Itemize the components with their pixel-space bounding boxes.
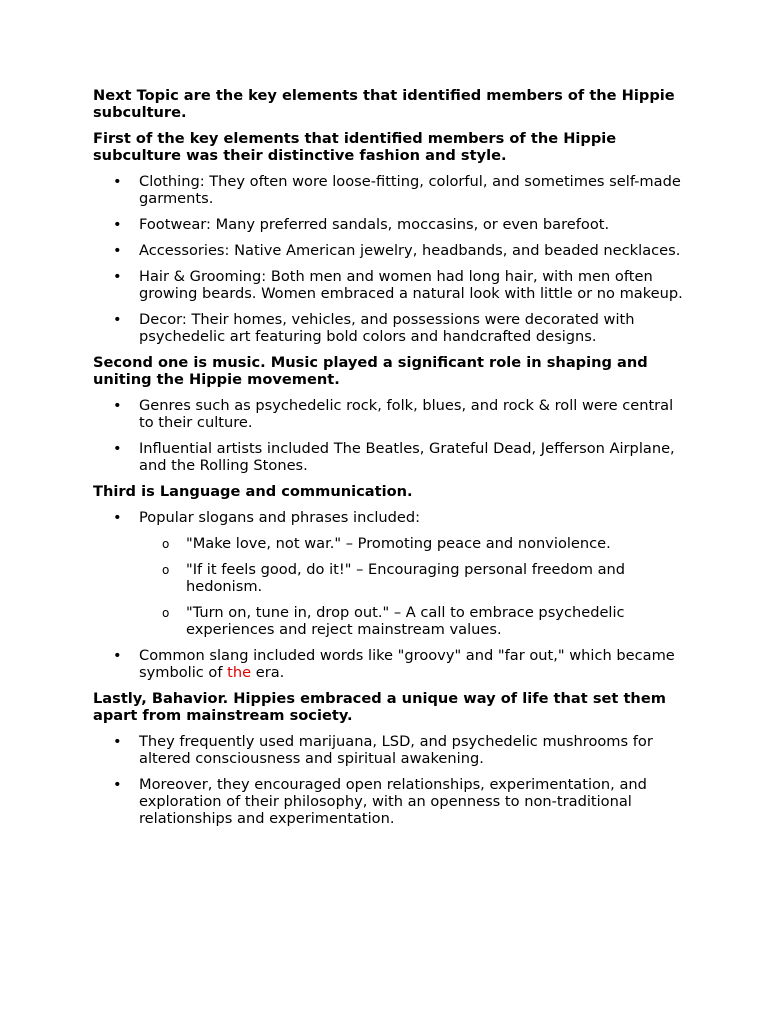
list-item xyxy=(93,733,683,767)
list-item xyxy=(93,509,683,638)
section-heading-behavior: Lastly, Bahavior. Hippies embraced a unique way of life that set them apart from mainstream society. xyxy=(93,690,666,724)
behavior-list xyxy=(93,733,683,827)
slogans-sublist xyxy=(139,535,683,638)
list-item-text xyxy=(139,647,675,681)
bullet-icon: • xyxy=(113,647,122,664)
list-item-text: Genres such as psychedelic rock, folk, blues, and rock & roll were central to their culture. xyxy=(139,397,674,431)
list-item xyxy=(93,397,683,431)
bullet-icon: • xyxy=(113,268,122,285)
bullet-icon: • xyxy=(113,173,122,190)
section-heading-music: Second one is music. Music played a significant role in shaping and uniting the Hippie movement. xyxy=(93,354,648,388)
sublist-item-text: "If it feels good, do it!" – Encouraging personal freedom and hedonism. xyxy=(186,561,626,595)
list-item xyxy=(93,311,683,345)
highlighted-word: the xyxy=(227,664,252,681)
list-item-text: Accessories: Native American jewelry, headbands, and beaded necklaces. xyxy=(139,242,681,259)
list-item-text: Clothing: They often wore loose-fitting, colorful, and sometimes self-made garments. xyxy=(139,173,681,207)
list-item xyxy=(93,776,683,827)
sublist-item-text: "Turn on, tune in, drop out." – A call to embrace psychedelic experiences and reject mainstream values. xyxy=(186,604,625,638)
fashion-list xyxy=(93,173,683,345)
intro-heading: Next Topic are the key elements that identified members of the Hippie subculture. xyxy=(93,87,675,121)
list-item xyxy=(93,173,683,207)
bullet-icon: • xyxy=(113,733,122,750)
section-heading-language: Third is Language and communication. xyxy=(93,483,413,500)
list-item-text: Hair & Grooming: Both men and women had long hair, with men often growing beards. Women embraced a natural look with little or no makeup. xyxy=(139,268,683,302)
sublist-item xyxy=(93,535,683,552)
list-item xyxy=(93,647,683,681)
slang-text-after: era. xyxy=(251,664,285,681)
list-item-text: They frequently used marijuana, LSD, and psychedelic mushrooms for altered consciousness and spiritual awakening. xyxy=(139,733,653,767)
list-item-text: Popular slogans and phrases included: xyxy=(139,509,421,526)
sublist-item xyxy=(93,604,683,638)
music-list xyxy=(93,397,683,474)
list-item-text: Moreover, they encouraged open relationships, experimentation, and exploration of their philosophy, with an openness to non-traditional relationships and experimentation. xyxy=(139,776,647,827)
list-item xyxy=(93,216,683,233)
list-item-text: Influential artists included The Beatles, Grateful Dead, Jefferson Airplane, and the Rolling Stones. xyxy=(139,440,675,474)
list-item xyxy=(93,440,683,474)
circle-bullet-icon: o xyxy=(162,606,170,620)
list-item xyxy=(93,242,683,259)
bullet-icon: • xyxy=(113,397,122,414)
language-list xyxy=(93,509,683,681)
list-item-text: Decor: Their homes, vehicles, and possessions were decorated with psychedelic art featuring bold colors and handcrafted designs. xyxy=(139,311,635,345)
bullet-icon: • xyxy=(113,216,122,233)
bullet-icon: • xyxy=(113,440,122,457)
bullet-icon: • xyxy=(113,509,122,526)
bullet-icon: • xyxy=(113,242,122,259)
section-heading-fashion: First of the key elements that identified members of the Hippie subculture was their distinctive fashion and style. xyxy=(93,130,617,164)
sublist-item-text: "Make love, not war." – Promoting peace and nonviolence. xyxy=(186,535,611,552)
circle-bullet-icon: o xyxy=(162,537,170,551)
bullet-icon: • xyxy=(113,311,122,328)
bullet-icon: • xyxy=(113,776,122,793)
list-item-text: Footwear: Many preferred sandals, moccasins, or even barefoot. xyxy=(139,216,610,233)
list-item xyxy=(93,268,683,302)
sublist-item xyxy=(93,561,683,595)
circle-bullet-icon: o xyxy=(162,563,170,577)
slang-text-before: Common slang included words like "groovy" and "far out," which became symbolic of xyxy=(139,647,675,681)
document-body xyxy=(93,87,683,836)
